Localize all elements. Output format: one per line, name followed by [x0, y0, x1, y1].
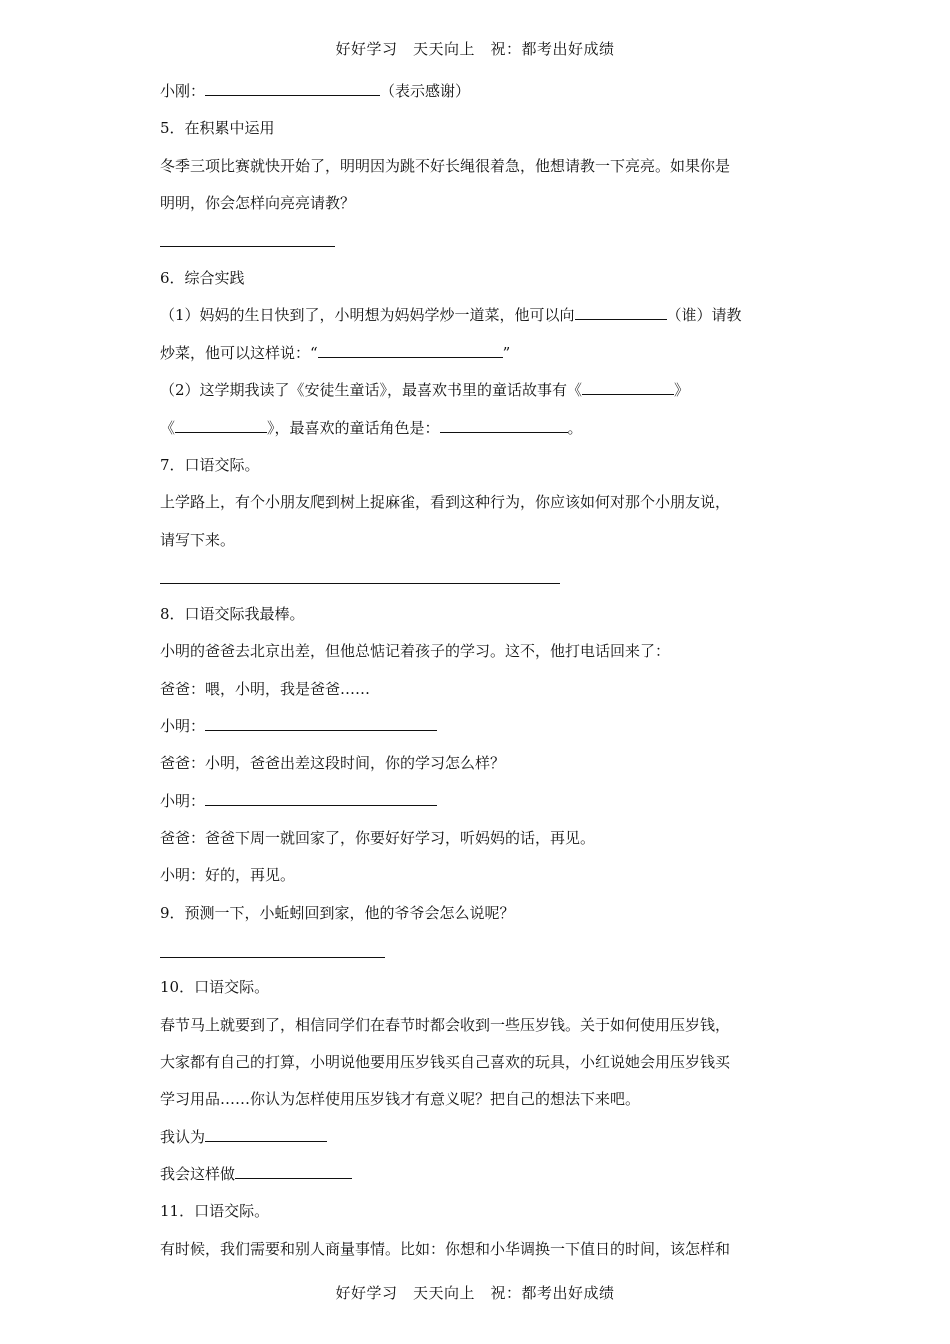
question-title: 9．预测一下，小蚯蚓回到家，他的爷爷会怎么说呢？	[160, 904, 515, 922]
answer-blank[interactable]	[205, 716, 437, 731]
answer-blank[interactable]	[205, 1127, 327, 1142]
text-line: （1）妈妈的生日快到了，小明想为妈妈学炒一道菜，他可以向 （谁）请教	[160, 306, 742, 324]
text-line: 小明：	[160, 716, 437, 736]
text-line: 上学路上，有个小朋友爬到树上捉麻雀，看到这种行为，你应该如何对那个小朋友说，	[160, 493, 731, 511]
answer-blank[interactable]	[235, 1164, 352, 1179]
text-line: 我认为	[160, 1127, 327, 1147]
answer-line[interactable]	[160, 957, 385, 958]
answer-blank[interactable]	[575, 305, 667, 320]
answer-blank[interactable]	[175, 418, 267, 433]
question-title: 11．口语交际。	[160, 1202, 270, 1220]
text-line: 爸爸：小明，爸爸出差这段时间，你的学习怎么样？	[160, 754, 506, 772]
page-header: 好好学习 天天向上 祝：都考出好成绩	[335, 40, 615, 58]
answer-line[interactable]	[160, 583, 560, 584]
text-line: 明明，你会怎样向亮亮请教？	[160, 194, 356, 212]
question-title: 7．口语交际。	[160, 456, 260, 474]
text-line: 《 》，最喜欢的童话角色是： 。	[160, 419, 583, 437]
answer-blank[interactable]	[440, 418, 568, 433]
text-line: 请写下来。	[160, 531, 236, 549]
answer-line[interactable]	[160, 246, 335, 247]
answer-blank[interactable]	[582, 380, 674, 395]
text-line: 爸爸：爸爸下周一就回家了，你要好好学习，听妈妈的话，再见。	[160, 829, 596, 847]
text-line: 小明：	[160, 791, 437, 811]
question-title: 10．口语交际。	[160, 978, 270, 996]
text-line: 小刚： （表示感谢）	[160, 82, 471, 100]
text-line: 爸爸：喂，小明，我是爸爸……	[160, 680, 371, 698]
text-line: 大家都有自己的打算，小明说他要用压岁钱买自己喜欢的玩具，小红说她会用压岁钱买	[160, 1053, 731, 1071]
text-line: 春节马上就要到了，相信同学们在春节时都会收到一些压岁钱。关于如何使用压岁钱，	[160, 1016, 731, 1034]
text-line: （2）这学期我读了《安徒生童话》，最喜欢书里的童话故事有《 》	[160, 381, 690, 399]
text-line: 小明的爸爸去北京出差，但他总惦记着孩子的学习。这不，他打电话回来了：	[160, 642, 671, 660]
page-footer: 好好学习 天天向上 祝：都考出好成绩	[335, 1284, 615, 1302]
answer-blank[interactable]	[205, 81, 380, 96]
question-title: 6．综合实践	[160, 269, 245, 287]
answer-blank[interactable]	[205, 791, 437, 806]
answer-blank[interactable]	[318, 343, 503, 358]
text-line: 有时候，我们需要和别人商量事情。比如：你想和小华调换一下值日的时间，该怎样和	[160, 1240, 731, 1258]
text-line: 小明：好的，再见。	[160, 866, 296, 884]
text-line: 我会这样做	[160, 1164, 352, 1184]
question-title: 5．在积累中运用	[160, 119, 275, 137]
text-line: 炒菜，他可以这样说：“ ”	[160, 344, 511, 362]
text-line: 冬季三项比赛就快开始了，明明因为跳不好长绳很着急，他想请教一下亮亮。如果你是	[160, 157, 731, 175]
text-line: 学习用品……你认为怎样使用压岁钱才有意义呢？把自己的想法下来吧。	[160, 1090, 641, 1108]
question-title: 8．口语交际我最棒。	[160, 605, 305, 623]
